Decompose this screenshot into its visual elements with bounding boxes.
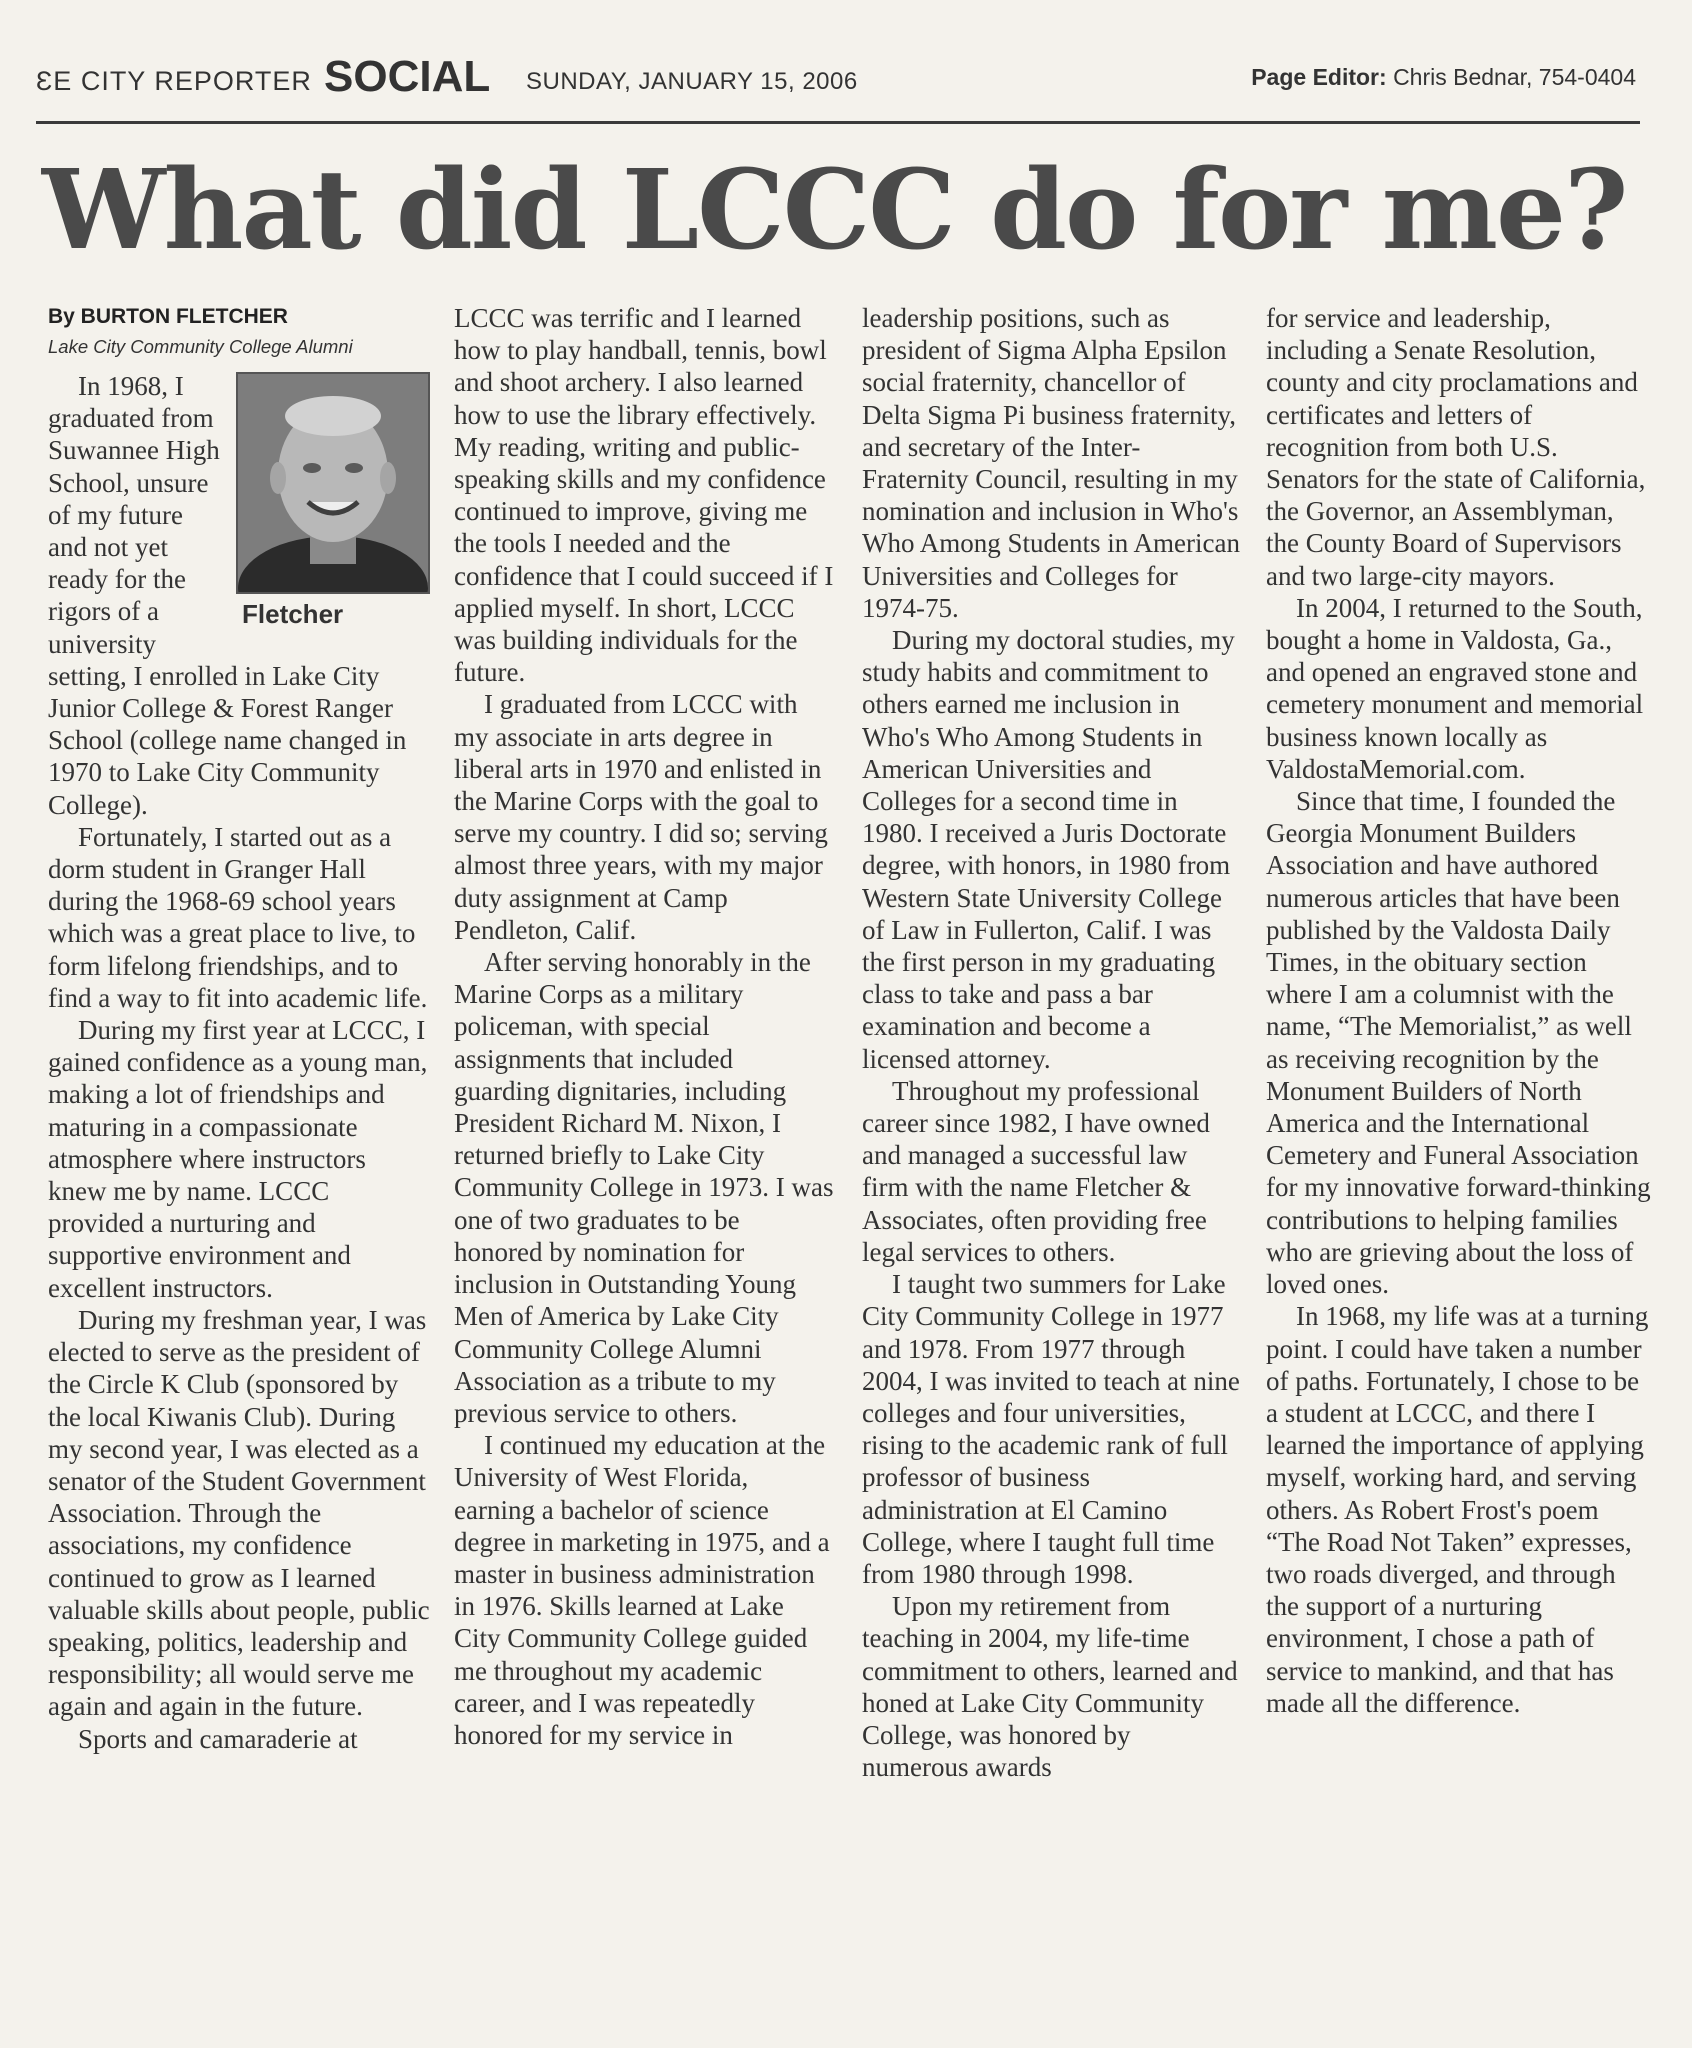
paragraph: LCCC was terrific and I learned how to play handball, tennis, bowl and shoot archery. I also learned how to use the library effectively. My reading, writing and public-speaking skills and my confidence continued to improve, giving me the tools I needed and the confidence that I could succeed if I applied myself. In short, LCCC was building individuals for the future. — [454, 303, 834, 688]
paragraph: During my first year at LCCC, I gained confidence as a young man, making a lot of friendships and maturing in a compassionate atmosphere where instructors knew me by name. LCCC provided a nurturing and supportive environment and excellent instructors. — [48, 1015, 428, 1303]
page-editor — [1251, 64, 1636, 91]
page-editor-value: Chris Bednar, 754-0404 — [1393, 64, 1636, 90]
author-photo — [236, 372, 430, 594]
issue-date: SUNDAY, JANUARY 15, 2006 — [526, 68, 858, 95]
article-column-2 — [454, 302, 834, 1751]
paragraph: Fortunately, I started out as a dorm student in Granger Hall during the 1968-69 school years which was a great place to live, to form lifelong friendships, and to find a way to fit into academic life. — [48, 821, 428, 1013]
header-rule — [36, 121, 1640, 124]
paragraph: leadership positions, such as president of Sigma Alpha Epsilon social fraternity, chancellor of Delta Sigma Pi business fraternity, and secretary of the Inter-Fraternity Council, resulting in my nomination and inclusion in Who's Who Among Students in American Universities and Colleges for 1974-75. — [862, 303, 1240, 623]
page-editor-label: Page Editor: — [1251, 64, 1387, 90]
paragraph: In 1968, I graduated from Suwannee High School, unsure of my future and not yet ready for the rigors of a university setting, I enrolled in Lake City Junior College & Forest Ranger School (college name changed in 1970 to Lake City Community College). — [48, 371, 407, 820]
headline: What did LCCC do for me? — [42, 145, 1627, 274]
byline-affiliation: Lake City Community College Alumni — [48, 336, 353, 357]
masthead — [36, 52, 1636, 112]
paper-name: ƐE CITY REPORTER — [36, 66, 312, 96]
paragraph: Since that time, I founded the Georgia Monument Builders Association and have authored numerous articles that have been published by the Valdosta Daily Times, in the obituary section where I am a columnist with the name, “The Memorialist,” as well as receiving recognition by the Monument Builders of North America and the International Cemetery and Funeral Association for my innovative forward-thinking contributions to helping families who are grieving about the loss of loved ones. — [1266, 786, 1651, 1300]
paragraph: In 2004, I returned to the South, bought a home in Valdosta, Ga., and opened an engraved stone and cemetery monument and memorial business known locally as ValdostaMemorial.com. — [1266, 592, 1644, 784]
paragraph: for service and leadership, including a Senate Resolution, county and city proclamations and certificates and letters of recognition from both U.S. Senators for the state of California, the Governor, an Assemblyman, the County Board of Supervisors and two large-city mayors. — [1266, 303, 1646, 591]
photo-caption: Fletcher — [242, 599, 344, 629]
section-title: SOCIAL — [324, 52, 491, 101]
article-column-3 — [862, 302, 1240, 1783]
article-column-1 — [48, 302, 430, 1755]
paragraph: Upon my retirement from teaching in 2004, my life-time commitment to others, learned and honed at Lake City Community College, was honored by numerous awards — [862, 1591, 1238, 1783]
author-photo-block — [236, 372, 432, 634]
paragraph: I continued my education at the University of West Florida, earning a bachelor of science degree in marketing in 1975, and a master in business administration in 1976. Skills learned at Lake City Community College guided me throughout my academic career, and I was repeatedly honored for my service in — [454, 1430, 830, 1750]
paragraph: After serving honorably in the Marine Corps as a military policeman, with special assignments that included guarding dignitaries, including President Richard M. Nixon, I returned briefly to Lake City Community College in 1973. I was one of two graduates to be honored by nomination for inclusion in Outstanding Young Men of America by Lake City Community College Alumni Association as a tribute to my previous service to others. — [454, 947, 834, 1428]
paragraph: Sports and camaraderie at — [78, 1723, 358, 1754]
paragraph: In 1968, my life was at a turning point. I could have taken a number of paths. Fortunately, I chose to be a student at LCCC, and there I learned the importance of applying myself, working hard, and serving others. As Robert Frost's poem “The Road Not Taken” expresses, two roads diverged, and through the support of a nurturing environment, I chose a path of service to mankind, and that has made all the difference. — [1266, 1301, 1649, 1718]
paragraph: I taught two summers for Lake City Community College in 1977 and 1978. From 1977 through 2004, I was invited to teach at nine colleges and four universities, rising to the academic rank of full professor of business administration at El Camino College, where I taught full time from 1980 through 1998. — [862, 1269, 1240, 1589]
paragraph: During my freshman year, I was elected to serve as the president of the Circle K Club (sponsored by the local Kiwanis Club). During my second year, I was elected as a senator of the Student Government Association. Through the associations, my confidence continued to grow as I learned valuable skills about people, public speaking, politics, leadership and responsibility; all would serve me again and again in the future. — [48, 1304, 430, 1722]
paragraph: Throughout my professional career since 1982, I have owned and managed a successful law firm with the name Fletcher & Associates, often providing free legal services to others. — [862, 1075, 1210, 1267]
article-column-4 — [1266, 302, 1652, 1719]
byline-author: By BURTON FLETCHER — [48, 305, 288, 328]
paragraph: During my doctoral studies, my study habits and commitment to others earned me inclusion in Who's Who Among Students in American Universities and Colleges for a second time in 1980. I received a Juris Doctorate degree, with honors, in 1980 from Western State University College of Law in Fullerton, Calif. I was the first person in my graduating class to take and pass a bar examination and become a licensed attorney. — [862, 625, 1235, 1074]
paragraph: I graduated from LCCC with my associate in arts degree in liberal arts in 1970 and enlisted in the Marine Corps with the goal to serve my country. I did so; serving almost three years, with my major duty assignment at Camp Pendleton, Calif. — [454, 689, 828, 945]
